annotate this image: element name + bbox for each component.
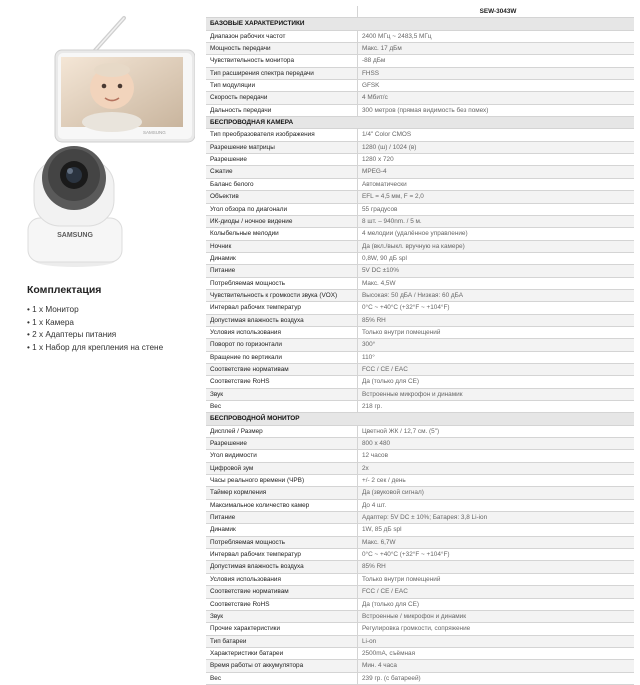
spec-row	[206, 141, 634, 153]
spec-row	[206, 610, 634, 622]
spec-label: Допустимая влажность воздуха	[206, 314, 358, 326]
spec-value: До 4 шт.	[358, 499, 635, 511]
section-title: БЕСПРОВОДНАЯ КАМЕРА	[206, 117, 634, 129]
spec-row	[206, 351, 634, 363]
spec-row	[206, 647, 634, 659]
spec-row	[206, 240, 634, 252]
kit-item: • 1 x Монитор	[27, 305, 79, 314]
spec-value: Да (только для CE)	[358, 376, 635, 388]
spec-label: Соответствие RoHS	[206, 376, 358, 388]
spec-value: Макс. 4,5W	[358, 277, 635, 289]
spec-label: Баланс белого	[206, 178, 358, 190]
spec-value: Макс. 6,7W	[358, 536, 635, 548]
spec-row	[206, 252, 634, 264]
spec-value: FHSS	[358, 67, 635, 79]
spec-label: Тип преобразователя изображения	[206, 129, 358, 141]
spec-row	[206, 314, 634, 326]
spec-label: Тип модуляции	[206, 80, 358, 92]
spec-row	[206, 561, 634, 573]
spec-value: Встроенные микрофон и динамик	[358, 388, 635, 400]
spec-label: Условия использования	[206, 326, 358, 338]
spec-row	[206, 363, 634, 375]
spec-label: Мощность передачи	[206, 43, 358, 55]
spec-value: Только внутри помещений	[358, 326, 635, 338]
spec-value: 110°	[358, 351, 635, 363]
spec-header-blank	[206, 6, 358, 18]
spec-row	[206, 635, 634, 647]
spec-label: Вес	[206, 672, 358, 684]
spec-label: Характеристики батареи	[206, 647, 358, 659]
spec-row	[206, 55, 634, 67]
spec-row	[206, 376, 634, 388]
spec-value: 1280 x 720	[358, 154, 635, 166]
spec-value: 4 мелодии (удалённое управление)	[358, 228, 635, 240]
spec-label: Звук	[206, 388, 358, 400]
spec-value: 2x	[358, 462, 635, 474]
spec-row	[206, 166, 634, 178]
spec-value: Цветной ЖК / 12,7 см. (5")	[358, 425, 635, 437]
spec-label: Тип батареи	[206, 635, 358, 647]
spec-row	[206, 215, 634, 227]
spec-row	[206, 191, 634, 203]
section-header-row	[206, 18, 634, 30]
spec-row	[206, 289, 634, 301]
spec-row	[206, 573, 634, 585]
spec-label: Дисплей / Размер	[206, 425, 358, 437]
spec-row	[206, 30, 634, 42]
spec-value: +/- 2 сек / день	[358, 475, 635, 487]
spec-row	[206, 536, 634, 548]
spec-value: EFL = 4,5 мм, F = 2,0	[358, 191, 635, 203]
spec-row	[206, 586, 634, 598]
spec-row	[206, 549, 634, 561]
spec-value: 1W, 85 дБ spl	[358, 524, 635, 536]
spec-value: FCC / CE / EAC	[358, 586, 635, 598]
spec-row	[206, 450, 634, 462]
left-panel	[0, 0, 205, 640]
spec-label: Объектив	[206, 191, 358, 203]
kit-item: • 1 x Набор для крепления на стене	[27, 342, 164, 352]
spec-value: 1280 (ш) / 1024 (в)	[358, 141, 635, 153]
spec-label: Колыбельные мелодии	[206, 228, 358, 240]
spec-label: Дальность передачи	[206, 104, 358, 116]
spec-row	[206, 475, 634, 487]
spec-table	[206, 6, 634, 685]
spec-row	[206, 92, 634, 104]
spec-value: Макс. 17 дБм	[358, 43, 635, 55]
monitor-brand-logo: SAMSUNG	[143, 130, 166, 135]
section-header-row	[206, 117, 634, 129]
spec-label: Соответствие нормативам	[206, 586, 358, 598]
spec-value: Li-on	[358, 635, 635, 647]
spec-row	[206, 80, 634, 92]
spec-row	[206, 499, 634, 511]
monitor-device	[55, 50, 195, 142]
spec-value: 5V DC ±10%	[358, 265, 635, 277]
spec-label: Сжатие	[206, 166, 358, 178]
kit-list	[27, 304, 205, 354]
spec-row	[206, 265, 634, 277]
spec-value: 8 шт. – 940nm. / 5 м.	[358, 215, 635, 227]
spec-row	[206, 660, 634, 672]
spec-label: Диапазон рабочих частот	[206, 30, 358, 42]
spec-value: 300 метров (прямая видимость без помех)	[358, 104, 635, 116]
spec-label: Чувствительность к громкости звука (VOX)	[206, 289, 358, 301]
spec-row	[206, 67, 634, 79]
spec-label: Прочие характеристики	[206, 623, 358, 635]
spec-value: 239 гр. (с батареей)	[358, 672, 635, 684]
spec-value: Адаптер: 5V DC ± 10%; Батарея: 3,8 Li-ion	[358, 512, 635, 524]
spec-row	[206, 277, 634, 289]
spec-label: Разрешение	[206, 438, 358, 450]
kit-section	[27, 284, 205, 354]
spec-value: 2400 МГц ~ 2483,5 МГц	[358, 30, 635, 42]
spec-value: FCC / CE / EAC	[358, 363, 635, 375]
spec-label: Угол видимости	[206, 450, 358, 462]
spec-value: 800 x 480	[358, 438, 635, 450]
camera-device	[28, 146, 122, 267]
spec-row	[206, 672, 634, 684]
spec-row	[206, 326, 634, 338]
spec-label: Динамик	[206, 524, 358, 536]
spec-value: Да (только для CE)	[358, 598, 635, 610]
spec-label: Поворот по горизонтали	[206, 339, 358, 351]
spec-label: Время работы от аккумулятора	[206, 660, 358, 672]
spec-label: Динамик	[206, 252, 358, 264]
spec-value: Регулировка громкости, сопряжение	[358, 623, 635, 635]
spec-row	[206, 104, 634, 116]
spec-value: 218 гр.	[358, 401, 635, 413]
spec-value: Да (звуковой сигнал)	[358, 487, 635, 499]
spec-label: Вес	[206, 401, 358, 413]
spec-row	[206, 598, 634, 610]
spec-label: Таймер кормления	[206, 487, 358, 499]
spec-label: Цифровой зум	[206, 462, 358, 474]
kit-item: • 1 x Камера	[27, 317, 74, 327]
spec-value: 4 Мбит/с	[358, 92, 635, 104]
spec-row	[206, 512, 634, 524]
spec-label: Разрешение	[206, 154, 358, 166]
spec-row	[206, 339, 634, 351]
spec-label: Угол обзора по диагонали	[206, 203, 358, 215]
spec-value: Высокая: 50 дБА / Низкая: 60 дБА	[358, 289, 635, 301]
spec-label: Звук	[206, 610, 358, 622]
spec-label: Питание	[206, 265, 358, 277]
spec-label: Ночник	[206, 240, 358, 252]
spec-value: 55 градусов	[358, 203, 635, 215]
spec-value: Мин. 4 часа	[358, 660, 635, 672]
spec-row	[206, 425, 634, 437]
section-title: БЕСПРОВОДНОЙ МОНИТОР	[206, 413, 634, 425]
spec-label: Часы реального времени (ЧРВ)	[206, 475, 358, 487]
spec-label: Разрешение матрицы	[206, 141, 358, 153]
spec-label: Соответствие RoHS	[206, 598, 358, 610]
spec-value: 2500mA, съёмная	[358, 647, 635, 659]
spec-header-row	[206, 6, 634, 18]
spec-row	[206, 487, 634, 499]
spec-row	[206, 302, 634, 314]
model-name: SEW-3043W	[358, 6, 635, 18]
kit-title: Комплектация	[27, 284, 102, 296]
spec-label: Интервал рабочих температур	[206, 549, 358, 561]
spec-row	[206, 154, 634, 166]
section-title: БАЗОВЫЕ ХАРАКТЕРИСТИКИ	[206, 18, 634, 30]
baby-monitor-product-image	[20, 10, 195, 270]
spec-row	[206, 203, 634, 215]
spec-value: 85% RH	[358, 314, 635, 326]
spec-label: Условия использования	[206, 573, 358, 585]
spec-label: Чувствительность монитора	[206, 55, 358, 67]
spec-value: Автоматически	[358, 178, 635, 190]
spec-row	[206, 178, 634, 190]
spec-row	[206, 43, 634, 55]
spec-value: 1/4" Color CMOS	[358, 129, 635, 141]
spec-value: 0,8W, 90 дБ spl	[358, 252, 635, 264]
spec-label: Соответствие нормативам	[206, 363, 358, 375]
spec-row	[206, 438, 634, 450]
spec-row	[206, 401, 634, 413]
spec-value: Только внутри помещений	[358, 573, 635, 585]
spec-label: ИК-диоды / ночное видение	[206, 215, 358, 227]
spec-value: 0°C ~ +40°C (+32°F ~ +104°F)	[358, 302, 635, 314]
spec-value: GFSK	[358, 80, 635, 92]
section-header-row	[206, 413, 634, 425]
spec-label: Потребляемая мощность	[206, 277, 358, 289]
spec-row	[206, 228, 634, 240]
spec-value: 300°	[358, 339, 635, 351]
spec-value: MPEG-4	[358, 166, 635, 178]
spec-value: 85% RH	[358, 561, 635, 573]
spec-value: Встроенные / микрофон и динамик	[358, 610, 635, 622]
spec-label: Потребляемая мощность	[206, 536, 358, 548]
spec-row	[206, 129, 634, 141]
spec-label: Питание	[206, 512, 358, 524]
spec-label: Максимальное количество камер	[206, 499, 358, 511]
spec-label: Вращение по вертикали	[206, 351, 358, 363]
spec-value: Да (вкл./выкл. вручную на камере)	[358, 240, 635, 252]
spec-row	[206, 388, 634, 400]
spec-label: Интервал рабочих температур	[206, 302, 358, 314]
spec-value: -88 дБм	[358, 55, 635, 67]
spec-value: 12 часов	[358, 450, 635, 462]
spec-label: Допустимая влажность воздуха	[206, 561, 358, 573]
spec-value: 0°C ~ +40°C (+32°F ~ +104°F)	[358, 549, 635, 561]
spec-label: Тип расширения спектра передачи	[206, 67, 358, 79]
spec-row	[206, 623, 634, 635]
camera-brand-logo: SAMSUNG	[57, 232, 93, 239]
spec-row	[206, 524, 634, 536]
spec-row	[206, 462, 634, 474]
kit-item: • 2 x Адаптеры питания	[27, 330, 117, 339]
spec-label: Скорость передачи	[206, 92, 358, 104]
